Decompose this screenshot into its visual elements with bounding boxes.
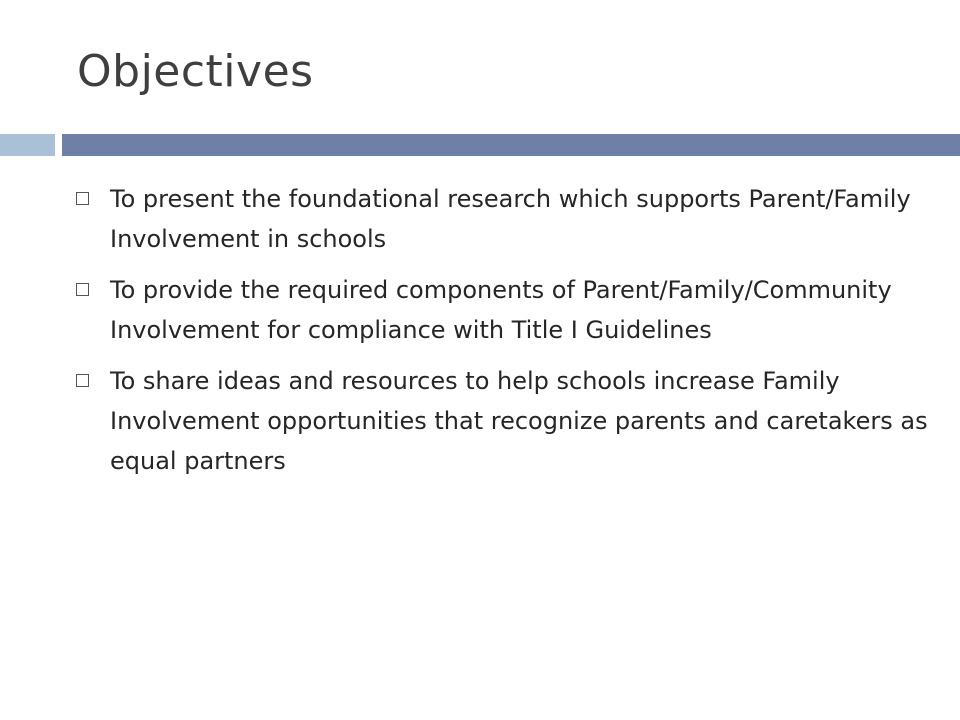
list-item [76,179,936,259]
square-bullet-icon [76,192,89,205]
list-item [76,270,936,350]
accent-bar-left [0,134,55,156]
objectives-list [76,179,936,492]
accent-bar-right [62,134,960,156]
list-item [76,361,936,481]
bullet-text: To share ideas and resources to help schools increase Family Involvement opportunities that recognize parents and caretakers as equal partners [110,367,928,475]
square-bullet-icon [76,283,89,296]
slide-title: Objectives [77,46,314,97]
bullet-text: To present the foundational research which supports Parent/Family Involvement in schools [110,185,911,253]
bullet-text: To provide the required components of Parent/Family/Community Involvement for compliance with Title I Guidelines [110,276,892,344]
square-bullet-icon [76,374,89,387]
